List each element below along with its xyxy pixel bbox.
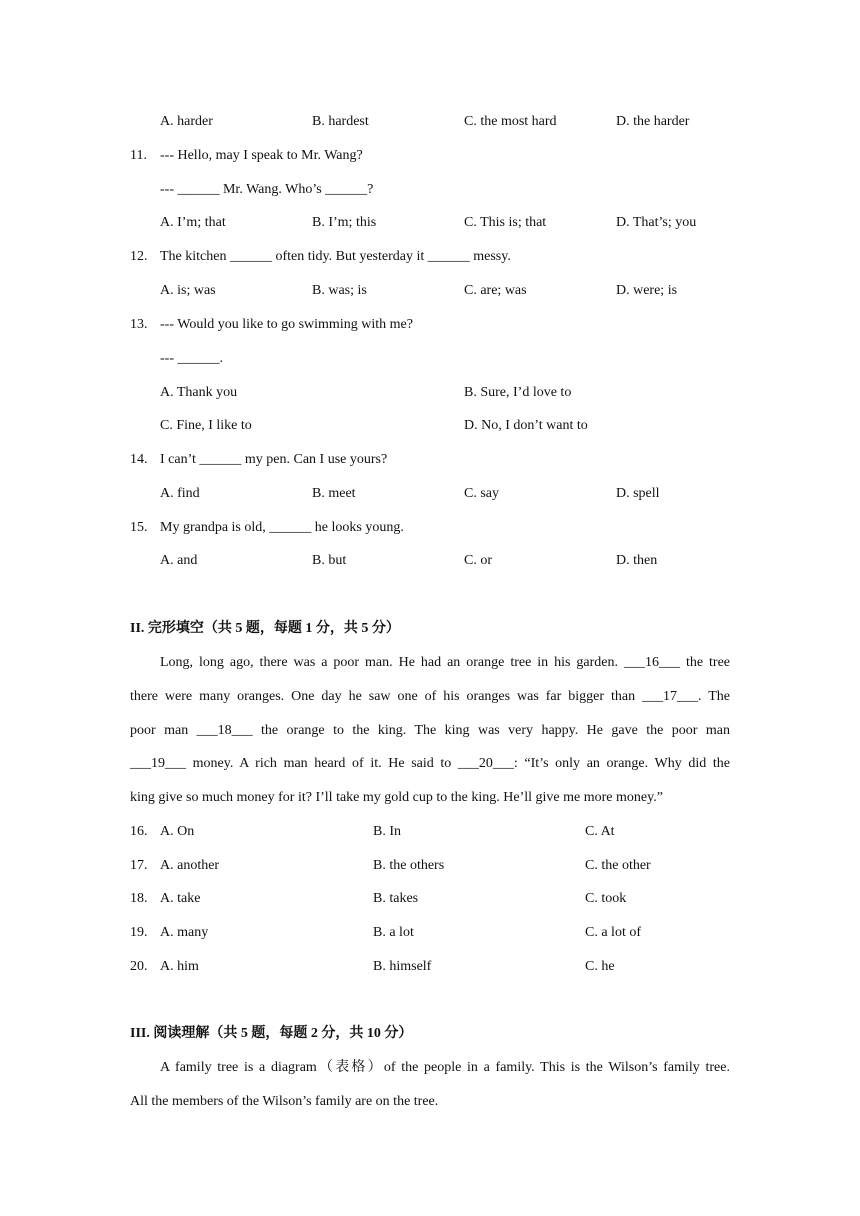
cloze-passage-line-2: there were many oranges. One day he saw one of his oranges was far bigger than ___17___. The — [130, 689, 730, 704]
option-a: A. take — [160, 891, 201, 906]
option-a: A. another — [160, 858, 220, 873]
cloze-passage-line-5: king give so much money for it? I’ll take my gold cup to the king. He’ll give me more money.” — [130, 790, 663, 805]
question-number: 17. — [130, 858, 148, 873]
question-number: 14. — [130, 452, 148, 467]
question-11-options — [0, 211, 860, 235]
question-text: --- Would you like to go swimming with me? — [160, 317, 413, 332]
option-a: A. Thank you — [160, 385, 238, 400]
question-number: 11. — [130, 148, 147, 163]
question-19 — [0, 921, 860, 945]
option-b: B. hardest — [312, 114, 369, 129]
question-13-options-row-2 — [0, 414, 860, 438]
option-a: A. find — [160, 486, 200, 501]
option-c: C. Fine, I like to — [160, 418, 252, 433]
option-c: C. are; was — [464, 283, 527, 298]
option-b: B. I’m; this — [312, 215, 377, 230]
option-c: C. the most hard — [464, 114, 557, 129]
option-a: A. him — [160, 959, 199, 974]
question-14-stem — [0, 448, 860, 472]
question-20 — [0, 955, 860, 979]
question-11-stem — [0, 144, 860, 168]
question-13-stem — [0, 313, 860, 337]
question-16 — [0, 820, 860, 844]
question-15-options — [0, 549, 860, 573]
option-b: B. meet — [312, 486, 356, 501]
option-c: C. a lot of — [585, 925, 641, 940]
option-b: B. Sure, I’d love to — [464, 385, 572, 400]
question-13-options-row-1 — [0, 381, 860, 405]
option-d: D. That’s; you — [616, 215, 697, 230]
option-a: A. I’m; that — [160, 215, 226, 230]
option-b: B. In — [373, 824, 401, 839]
question-number: 15. — [130, 520, 148, 535]
option-b: B. the others — [373, 858, 445, 873]
option-d: D. spell — [616, 486, 660, 501]
question-number: 13. — [130, 317, 148, 332]
option-a: A. many — [160, 925, 209, 940]
section-3-title: III. 阅读理解（共 5 题，每题 2 分，共 10 分） — [130, 1026, 413, 1041]
cloze-passage-line-1: Long, long ago, there was a poor man. He had an orange tree in his garden. ___16___ the tree — [160, 655, 730, 670]
section-2-title: II. 完形填空（共 5 题，每题 1 分，共 5 分） — [130, 621, 400, 636]
question-13-stem-2 — [0, 347, 860, 371]
option-c: C. or — [464, 553, 492, 568]
question-12-options — [0, 279, 860, 303]
option-c: C. say — [464, 486, 499, 501]
question-number: 19. — [130, 925, 148, 940]
question-text: --- ______ Mr. Wang. Who’s ______? — [160, 182, 374, 197]
option-a: A. On — [160, 824, 195, 839]
question-10-options — [0, 110, 860, 134]
option-d: D. then — [616, 553, 658, 568]
option-c: C. At — [585, 824, 615, 839]
option-b: B. but — [312, 553, 347, 568]
option-d: D. the harder — [616, 114, 690, 129]
option-b: B. was; is — [312, 283, 367, 298]
question-number: 16. — [130, 824, 148, 839]
question-text: The kitchen ______ often tidy. But yesterday it ______ messy. — [160, 249, 511, 264]
option-a: A. and — [160, 553, 198, 568]
question-text: I can’t ______ my pen. Can I use yours? — [160, 452, 388, 467]
cloze-passage-line-3: poor man ___18___ the orange to the king. The king was very happy. He gave the poor man — [130, 723, 730, 738]
option-a: A. is; was — [160, 283, 216, 298]
question-number: 18. — [130, 891, 148, 906]
question-14-options — [0, 482, 860, 506]
question-number: 12. — [130, 249, 148, 264]
reading-passage-line-1: A family tree is a diagram（表格）of the people in a family. This is the Wilson’s family tree. — [160, 1060, 730, 1075]
option-c: C. he — [585, 959, 615, 974]
reading-passage-line-2: All the members of the Wilson’s family are on the tree. — [130, 1094, 439, 1109]
option-b: B. a lot — [373, 925, 414, 940]
option-b: B. himself — [373, 959, 432, 974]
question-text: --- ______. — [160, 351, 223, 366]
option-a: A. harder — [160, 114, 213, 129]
option-c: C. the other — [585, 858, 651, 873]
option-b: B. takes — [373, 891, 419, 906]
cloze-passage-line-4: ___19___ money. A rich man heard of it. He said to ___20___: “It’s only an orange. Why did the — [130, 756, 730, 771]
question-12-stem — [0, 245, 860, 269]
question-15-stem — [0, 516, 860, 540]
question-number: 20. — [130, 959, 148, 974]
question-11-stem-2 — [0, 178, 860, 202]
option-c: C. took — [585, 891, 627, 906]
question-text: --- Hello, may I speak to Mr. Wang? — [160, 148, 363, 163]
option-d: D. were; is — [616, 283, 678, 298]
option-c: C. This is; that — [464, 215, 547, 230]
question-17 — [0, 854, 860, 878]
question-text: My grandpa is old, ______ he looks young. — [160, 520, 404, 535]
option-d: D. No, I don’t want to — [464, 418, 588, 433]
question-18 — [0, 887, 860, 911]
